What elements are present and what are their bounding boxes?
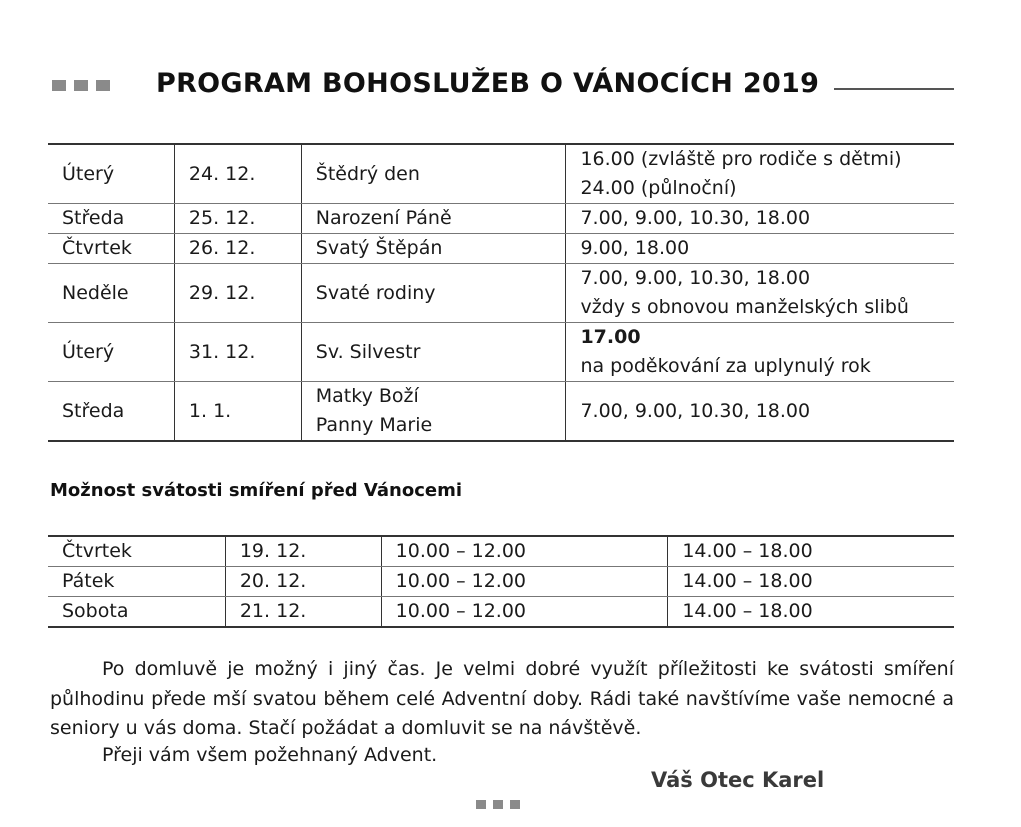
times-cell: 7.00, 9.00, 10.30, 18.00 [566,382,954,442]
square-icon [493,800,503,809]
date-cell: 25. 12. [174,204,301,234]
date-cell: 26. 12. [174,234,301,264]
afternoon-cell: 14.00 – 18.00 [668,597,954,628]
day-cell: Úterý [48,323,174,382]
confession-title: Možnost svátosti smíření před Vánocemi [50,480,463,501]
info-paragraph: Po domluvě je možný i jiný čas. Je velmi dobré využít příležitosti ke svátosti smíření půlhodinu přede mší svatou během celé Adventní doby. Rádi také navštívíme vaše nemocné a seniory u vás doma. Stačí požádat a domluvit se na návštěvě. [50,658,954,739]
times-cell [566,323,954,382]
time-line: 17.00 [580,326,641,348]
date-cell: 24. 12. [174,144,301,204]
times-cell: 7.00, 9.00, 10.30, 18.00 [566,204,954,234]
table-row [48,264,954,323]
table-row [48,536,954,567]
morning-cell: 10.00 – 12.00 [381,567,668,597]
feast-line: Panny Marie [315,414,433,436]
title-squares [52,80,110,91]
square-icon [52,80,66,91]
square-icon [96,80,110,91]
square-icon [476,800,486,809]
feast-cell [301,382,566,442]
day-cell: Pátek [48,567,225,597]
feast-line: Matky Boží [315,385,419,407]
confession-table [48,535,954,628]
table-row [48,323,954,382]
bottom-squares [476,800,520,809]
advent-wish: Přeji vám všem požehnaný Advent. [102,744,438,766]
times-cell [566,144,954,204]
times-cell [566,264,954,323]
time-line: 24.00 (půlnoční) [580,177,737,199]
title-divider [834,88,954,90]
day-cell: Čtvrtek [48,234,174,264]
signature: Váš Otec Karel [651,768,825,792]
schedule-table [48,143,954,442]
feast-cell: Štědrý den [301,144,566,204]
afternoon-cell: 14.00 – 18.00 [668,567,954,597]
day-cell: Středa [48,204,174,234]
square-icon [74,80,88,91]
feast-cell: Sv. Silvestr [301,323,566,382]
day-cell: Středa [48,382,174,442]
table-row [48,567,954,597]
day-cell: Úterý [48,144,174,204]
table-row [48,204,954,234]
date-cell: 29. 12. [174,264,301,323]
page-title: PROGRAM BOHOSLUŽEB O VÁNOCÍCH 2019 [156,68,820,99]
table-row [48,144,954,204]
title-row [52,68,954,108]
feast-cell: Narození Páně [301,204,566,234]
day-cell: Sobota [48,597,225,628]
square-icon [510,800,520,809]
table-row [48,382,954,442]
time-note: na poděkování za uplynulý rok [580,355,871,377]
date-cell: 31. 12. [174,323,301,382]
afternoon-cell: 14.00 – 18.00 [668,536,954,567]
time-line: 7.00, 9.00, 10.30, 18.00 [580,267,811,289]
date-cell: 20. 12. [225,567,381,597]
date-cell: 1. 1. [174,382,301,442]
times-cell: 9.00, 18.00 [566,234,954,264]
time-line: 16.00 (zvláště pro rodiče s dětmi) [580,148,902,170]
table-row [48,597,954,628]
date-cell: 21. 12. [225,597,381,628]
feast-cell: Svatý Štěpán [301,234,566,264]
date-cell: 19. 12. [225,536,381,567]
time-note: vždy s obnovou manželských slibů [580,296,909,318]
morning-cell: 10.00 – 12.00 [381,536,668,567]
table-row [48,234,954,264]
day-cell: Neděle [48,264,174,323]
feast-cell: Svaté rodiny [301,264,566,323]
day-cell: Čtvrtek [48,536,225,567]
morning-cell: 10.00 – 12.00 [381,597,668,628]
